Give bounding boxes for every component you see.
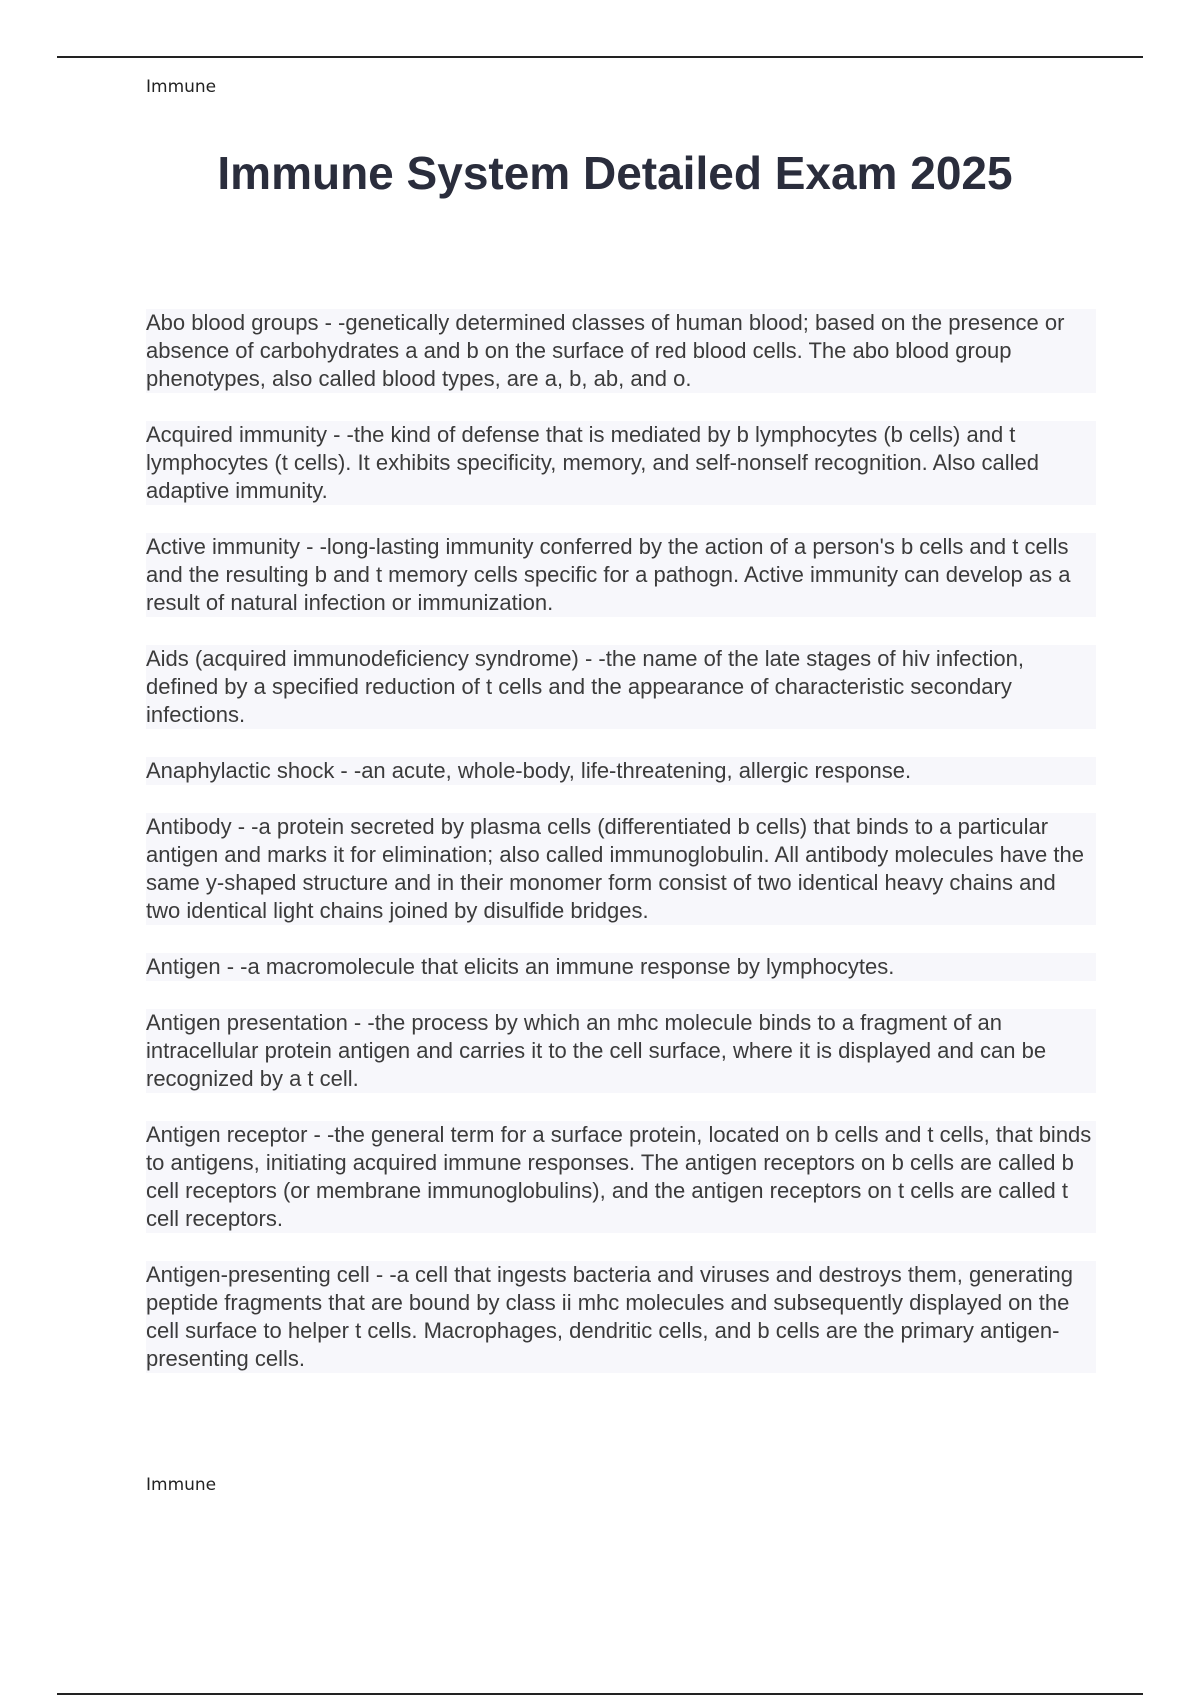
glossary-entry: Antigen presentation - -the process by which an mhc molecule binds to a fragment of an intracellular protein antigen and carries it to the cell surface, where it is displayed and can be recognized by a t cell. bbox=[146, 1009, 1096, 1093]
glossary-entry: Antigen-presenting cell - -a cell that ingests bacteria and viruses and destroys them, generating peptide fragments that are bound by class ii mhc molecules and subsequently displayed on the cell surface to helper t cells. Macrophages, dendritic cells, and b cells are the primary antigen-presenting cells. bbox=[146, 1261, 1096, 1373]
glossary-entries bbox=[146, 309, 1096, 1373]
top-rule bbox=[57, 56, 1143, 58]
bottom-rule bbox=[57, 1693, 1143, 1695]
glossary-entry: Abo blood groups - -genetically determined classes of human blood; based on the presence or absence of carbohydrates a and b on the surface of red blood cells. The abo blood group phenotypes, also called blood types, are a, b, ab, and o. bbox=[146, 309, 1096, 393]
running-footer: Immune bbox=[146, 1475, 217, 1495]
document-title: Immune System Detailed Exam 2025 bbox=[217, 147, 1013, 199]
glossary-entry: Antigen - -a macromolecule that elicits an immune response by lymphocytes. bbox=[146, 953, 1096, 981]
running-header: Immune bbox=[146, 77, 217, 97]
glossary-entry: Antigen receptor - -the general term for a surface protein, located on b cells and t cells, that binds to antigens, initiating acquired immune responses. The antigen receptors on b cells are called b cell receptors (or membrane immunoglobulins), and the antigen receptors on t cells are called t cell receptors. bbox=[146, 1121, 1096, 1233]
glossary-entry: Antibody - -a protein secreted by plasma cells (differentiated b cells) that binds to a particular antigen and marks it for elimination; also called immunoglobulin. All antibody molecules have the same y-shaped structure and in their monomer form consist of two identical heavy chains and two identical light chains joined by disulfide bridges. bbox=[146, 813, 1096, 925]
glossary-entry: Active immunity - -long-lasting immunity conferred by the action of a person's b cells and t cells and the resulting b and t memory cells specific for a pathogn. Active immunity can develop as a result of natural infection or immunization. bbox=[146, 533, 1096, 617]
glossary-entry: Aids (acquired immunodeficiency syndrome) - -the name of the late stages of hiv infection, defined by a specified reduction of t cells and the appearance of characteristic secondary infections. bbox=[146, 645, 1096, 729]
glossary-entry: Acquired immunity - -the kind of defense that is mediated by b lymphocytes (b cells) and t lymphocytes (t cells). It exhibits specificity, memory, and self-nonself recognition. Also called adaptive immunity. bbox=[146, 421, 1096, 505]
glossary-entry: Anaphylactic shock - -an acute, whole-body, life-threatening, allergic response. bbox=[146, 757, 1096, 785]
